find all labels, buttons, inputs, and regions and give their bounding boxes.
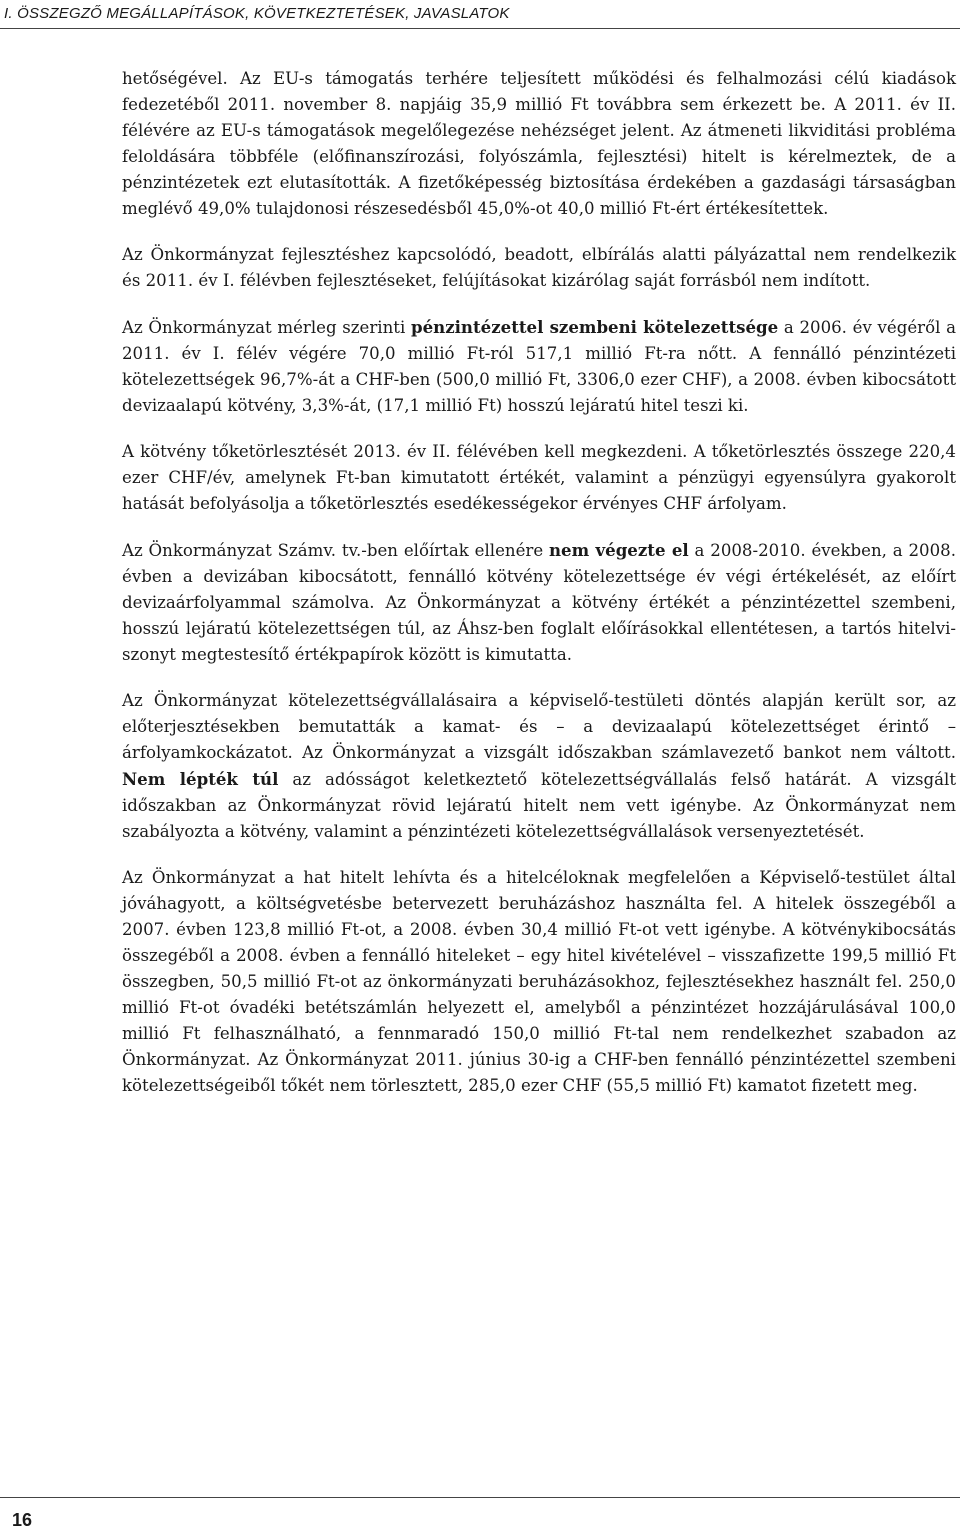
body-paragraph [122,242,956,294]
paragraph-text: A kötvény tőketörlesztését 2013. év II. félévében kell megkezdeni. A tőketörlesztés összege 220,4 ezer CHF/év, amelynek Ft-ban kimutatott értékét, valamint a pénzügyi egyensúlyra gyakorolt hatását befolyásolja a tőketörlesztés esedékességekor érvényes CHF árfolyam. [122,442,956,513]
footer-divider [0,1497,960,1498]
emphasized-text: nem végezte el [548,540,689,560]
paragraph-text: Az Önkormányzat kötelezettségvállalásaira a képviselő-testületi döntés alapján került sor, az előterjesztésekben bemutatták a kamat- és – a devizaalapú kötelezettséget érintő – árfolyamkockázatot. Az Önkormányzat a vizsgált időszakban számlavezető bankot nem váltott. [122,691,956,762]
page-header [0,0,960,30]
body-paragraph [122,66,956,222]
page-number: 16 [12,1510,33,1530]
body-paragraph [122,688,956,845]
paragraph-text: Az Önkormányzat a hat hitelt lehívta és a hitelcéloknak megfelelően a Képviselő-testület által jóváhagyott, a költségvetésbe betervezett beruházáshoz használta fel. A hitelek összegéből a 2007. évben 123,8 millió Ft-ot, a 2008. évben 30,4 millió Ft-ot vett igénybe. A kötvénykibocsátás összegéből a 2008. évben a fennálló hiteleket – egy hitel kivételével – visszafizette 199,5 millió Ft összegben, 50,5 millió Ft-ot az önkormányzati beruházásokhoz, fejlesztésekhez használt fel. 250,0 millió Ft-ot óvadéki betétszámlán helyezett el, amelyből a pénzintézet hozzájárulásával 100,0 millió Ft felhasználható, a fennmaradó 150,0 millió Ft-tal nem rendelkezhet szabadon az Önkormányzat. Az Önkormányzat 2011. június 30-ig a CHF-ben fennálló pénzintézettel szembeni kötelezettségeiből tőkét nem törlesztett, 285,0 ezer CHF (55,5 millió Ft) kamatot fizetett meg. [122,868,956,1095]
section-title: I. ÖSSZEGZŐ MEGÁLLAPÍTÁSOK, KÖVETKEZTETÉSEK, JAVASLATOK [4,5,510,22]
body-paragraph [122,865,956,1099]
body-paragraph [122,314,956,419]
paragraph-text: Az Önkormányzat mérleg szerinti [122,318,411,337]
emphasized-text: pénzintézettel szembeni kötelezettsége [410,317,779,337]
paragraph-text: Az Önkormányzat fejlesztéshez kapcsolódó, beadott, elbírálás alatti pályázattal nem rendelkezik és 2011. év I. félévben fejlesztéseket, felújításokat kizárólag saját forrásból nem indított. [122,245,956,290]
paragraph-text: a 2006. év végéről a 2011. év I. félév végére 70,0 millió Ft-ról 517,1 millió Ft-ra nőtt. A fennálló pénzintézeti kötelezettségek 96,7%-át a CHF-ben (500,0 millió Ft, 3306,0 ezer CHF), a 2008. évben kibocsátott devizaalapú kötvény, 3,3%-át, (17,1 millió Ft) hosszú lejáratú hitel teszi ki. [122,318,956,415]
paragraph-text: Az Önkormányzat Számv. tv.-ben előírtak ellenére [122,541,549,560]
header-divider [0,28,960,29]
paragraph-text: a 2008-2010. években, a 2008. évben a devizában kibocsátott, fennálló kötvény kötelezettsége év végi értékelését, az előírt devizaárfolyammal számolva. Az Önkormányzat a kötvény értékét a pénzintézettel szembeni, hosszú lejáratú kötelezettségen túl, az Áhsz-ben foglalt előírásokkal ellentétesen, a tartós hitelviszonyt megtestesítő értékpapírok között is kimutatta. [122,541,956,664]
emphasized-text: Nem lépték túl [122,769,279,789]
body-paragraph [122,537,956,668]
paragraph-text: az adósságot keletkeztető kötelezettségvállalás felső határát. A vizsgált időszakban az Önkormányzat rövid lejáratú hitelt nem vett igénybe. Az Önkormányzat nem szabályozta a kötvény, valamint a pénzintézeti kötelezettségvállalások versenyeztetését. [122,770,956,841]
document-body [122,66,956,1119]
paragraph-text: hetőségével. Az EU-s támogatás terhére teljesített működési és felhalmozási célú kiadások fedezetéből 2011. november 8. napjáig 35,9 millió Ft továbbra sem érkezett be. A 2011. év II. félévére az EU-s támogatások megelőlegezése nehézséget jelent. Az átmeneti likviditási probléma feloldására többféle (előfinanszírozási, folyószámla, fejlesztési) hitelt is kérelmeztek, de a pénzintézetek ezt elutasították. A fizetőképesség biztosítása érdekében a gazdasági társaságban meglévő 49,0% tulajdonosi részesedésből 45,0%-ot 40,0 millió Ft-ért értékesítettek. [122,69,956,218]
body-paragraph [122,439,956,517]
